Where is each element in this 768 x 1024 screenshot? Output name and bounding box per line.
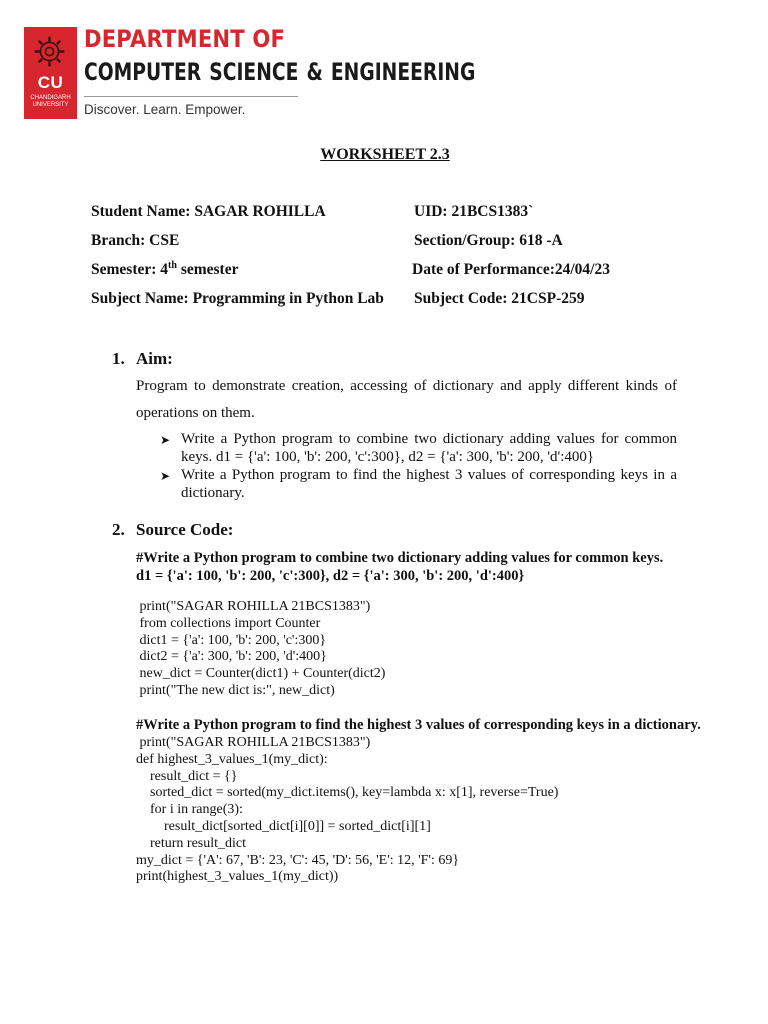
logo-cu-text: CU	[37, 73, 64, 92]
code-block1-subheading: d1 = {'a': 100, 'b': 200, 'c':300}, d2 = {'a': 300, 'b': 200, 'd':400}	[136, 568, 525, 584]
subject-name: Subject Name: Programming in Python Lab	[91, 290, 384, 307]
aim-bullet-1: Write a Python program to combine two dictionary adding values for common keys. d1 = {'a': 100, 'b': 200, 'c':300}, d2 = {'a': 300, 'b': 200, 'd':400}	[181, 431, 677, 465]
header-divider	[84, 96, 298, 97]
semester: Semester: 4th semester	[91, 259, 239, 278]
university-logo	[24, 27, 77, 119]
aim-heading: Aim:	[136, 349, 173, 368]
source-number: 2.	[112, 520, 125, 539]
aim-paragraph: Program to demonstrate creation, accessing of dictionary and apply different kinds of operations on them.	[136, 378, 677, 421]
gear-emblem-icon	[33, 35, 66, 68]
department-title-line2: COMPUTER SCIENCE & ENGINEERING	[84, 58, 476, 86]
student-name: Student Name: SAGAR ROHILLA	[91, 203, 326, 220]
arrow-bullet-icon: ➤	[160, 433, 171, 447]
subject-code: Subject Code: 21CSP-259	[414, 290, 585, 307]
logo-university-text: CHANDIGARH UNIVERSITY	[30, 95, 71, 108]
aim-bullet-2: Write a Python program to find the highest 3 values of corresponding keys in a dictionary.	[181, 467, 677, 501]
branch: Branch: CSE	[91, 232, 180, 249]
source-heading: Source Code:	[136, 520, 234, 539]
tagline: Discover. Learn. Empower.	[84, 102, 246, 117]
department-title-line1: DEPARTMENT OF	[84, 25, 286, 53]
code-block2-heading: #Write a Python program to find the highest 3 values of corresponding keys in a dictionary.	[136, 717, 701, 733]
code-block1-heading: #Write a Python program to combine two dictionary adding values for common keys.	[136, 550, 664, 566]
code-block2: print("SAGAR ROHILLA 21BCS1383") def highest_3_values_1(my_dict): result_dict = {} sorted_dict = sorted(my_dict.items(), key=lambda x: x[1], reverse=True) for i in range(3): result_dict[sorted_dict[i][0]] = sorted_dict[i][1] return result_dict my_dict = {'A': 67, 'B': 23, 'C': 45, 'D': 56, 'E': 12, 'F': 69} print(highest_3_values_1(my_dict))	[136, 735, 559, 885]
arrow-bullet-icon: ➤	[160, 469, 171, 483]
date-of-performance: Date of Performance:24/04/23	[412, 261, 610, 278]
section-group: Section/Group: 618 -A	[414, 232, 563, 249]
worksheet-title: WORKSHEET 2.3	[320, 146, 450, 163]
uid: UID: 21BCS1383`	[414, 203, 534, 220]
code-block1: print("SAGAR ROHILLA 21BCS1383") from collections import Counter dict1 = {'a': 100, 'b': 200, 'c':300} dict2 = {'a': 300, 'b': 200, 'd':400} new_dict = Counter(dict1) + Counter(dict2) print("The new dict is:", new_dict)	[139, 599, 386, 698]
aim-number: 1.	[112, 349, 125, 368]
